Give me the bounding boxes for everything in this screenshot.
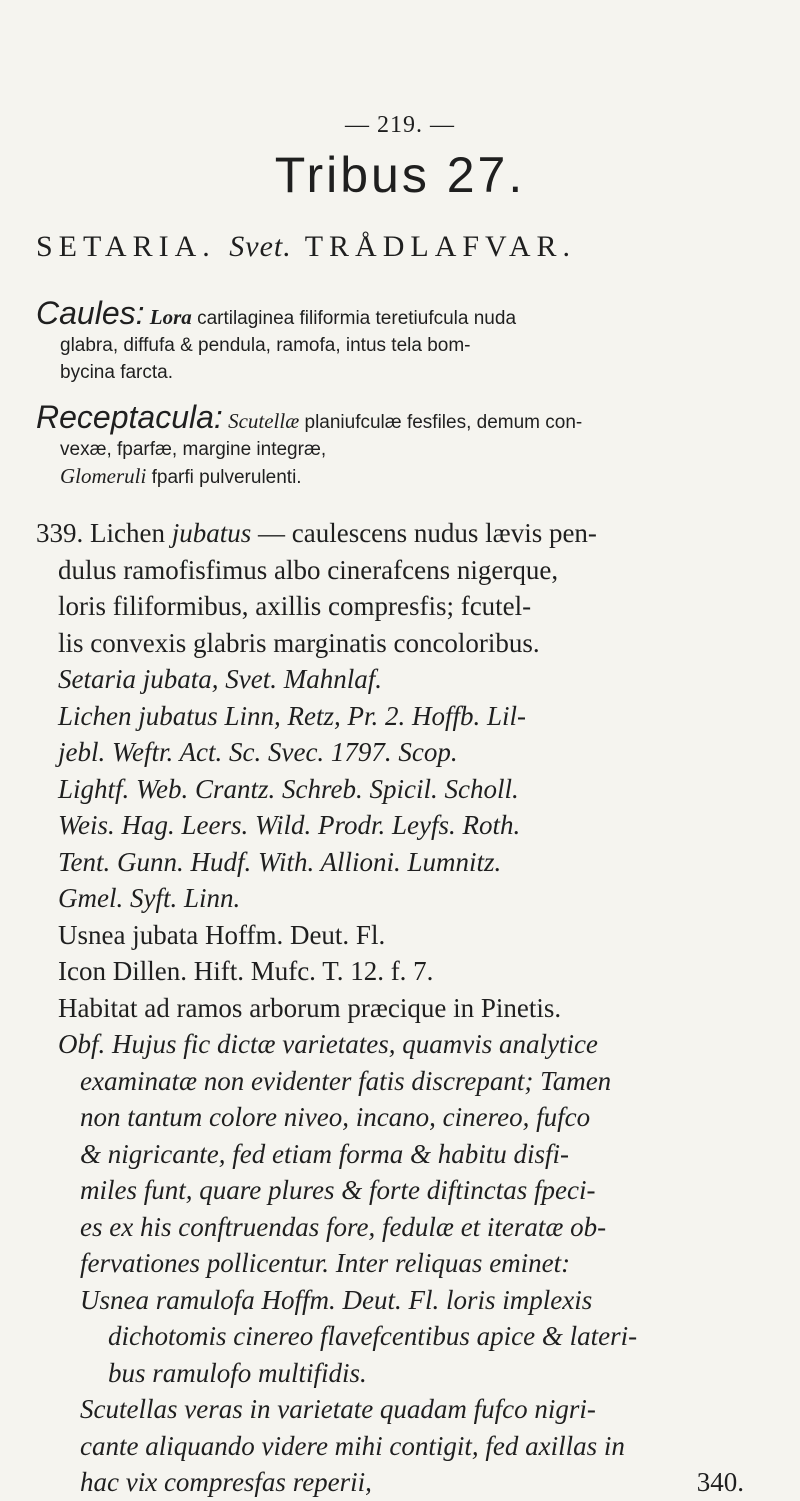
- observation-line: miles funt, quare plures & forte diftinctas fpeci-: [80, 1175, 596, 1205]
- observation-line: bus ramulofo multifidis.: [108, 1357, 367, 1388]
- receptacula-term-1: Scutellæ: [228, 409, 300, 433]
- species-number-name: 339. Lichen: [36, 518, 172, 548]
- caules-line-1: cartilaginea filiformia teretiufcula nuda: [197, 308, 517, 329]
- receptacula-section: [36, 399, 762, 491]
- caules-label: Caules:: [36, 295, 145, 331]
- species-diagnosis-start: — caulescens nudus lævis pen-: [251, 518, 597, 548]
- observation-line: fervationes pollicentur. Inter reliquas eminet:: [80, 1248, 571, 1278]
- swedish-prefix: Svet.: [229, 230, 292, 263]
- caules-line-2: glabra, diffufa & pendula, ramofa, intus tela bom-: [60, 335, 471, 356]
- synonym-line: Tent. Gunn. Hudf. With. Allioni. Lumnitz.: [58, 846, 502, 877]
- observation-line: Obf. Hujus fic dictæ varietates, quamvis analytice: [58, 1029, 598, 1059]
- receptacula-line-2: vexæ, fparfæ, margine integræ,: [60, 439, 327, 460]
- page-number: — 219. —: [345, 112, 455, 138]
- genus-heading: [36, 230, 780, 264]
- synonym-line: Lightf. Web. Crantz. Schreb. Spicil. Scholl.: [58, 773, 519, 804]
- observation-line: examinatæ non evidenter fatis discrepant; Tamen: [80, 1065, 612, 1096]
- receptacula-term-2: Glomeruli: [60, 464, 147, 488]
- tribus-heading: Tribus 27.: [274, 147, 526, 203]
- receptacula-label: Receptacula:: [36, 399, 223, 435]
- synonym-line: Weis. Hag. Leers. Wild. Prodr. Leyfs. Roth.: [58, 810, 521, 840]
- catchword: 340.: [696, 1467, 744, 1497]
- species-entry: [36, 515, 762, 1501]
- caules-line-3: bycina farcta.: [60, 362, 173, 383]
- synonym-line: Lichen jubatus Linn, Retz, Pr. 2. Hoffb. Lil-: [58, 700, 527, 731]
- observation-line: dichotomis cinereo flavefcentibus apice & lateri-: [108, 1321, 638, 1351]
- observation-line: Scutellas veras in varietate quadam fufco nigri-: [80, 1394, 596, 1424]
- species-line-4: lis convexis glabris marginatis concoloribus.: [58, 627, 540, 658]
- receptacula-line-3: fparfi pulverulenti.: [151, 467, 302, 488]
- receptacula-line-1: planiufculæ fesfiles, demum con-: [304, 412, 583, 433]
- species-line-1: [36, 515, 762, 552]
- habitat-line: Habitat ad ramos arborum præcique in Pinetis.: [58, 992, 562, 1023]
- caules-section: [36, 295, 762, 386]
- synonym-line: Gmel. Syft. Linn.: [58, 883, 241, 913]
- observation-line: cante aliquando videre mihi contigit, fed axillas in: [80, 1430, 625, 1461]
- swedish-name: TRÅDLAFVAR.: [304, 230, 577, 263]
- observation-line: & nigricante, fed etiam forma & habitu disfi-: [80, 1138, 569, 1169]
- icon-reference: Icon Dillen. Hift. Mufc. T. 12. f. 7.: [58, 956, 434, 986]
- caules-term: Lora: [149, 305, 192, 329]
- synonym-line: jebl. Weftr. Act. Sc. Svec. 1797. Scop.: [58, 737, 458, 767]
- observation-last-line: [36, 1464, 762, 1501]
- species-line-3: loris filiformibus, axillis compresfis; fcutel-: [58, 591, 532, 621]
- observation-line: Usnea ramulofa Hoffm. Deut. Fl. loris implexis: [80, 1284, 593, 1315]
- genus-name: SETARIA.: [36, 230, 216, 263]
- observation-line: hac vix compresfas reperii,: [80, 1467, 372, 1497]
- observation-line: non tantum colore niveo, incano, cinereo, fufco: [80, 1102, 591, 1132]
- species-epithet: jubatus: [171, 518, 252, 548]
- synonym-line: Usnea jubata Hoffm. Deut. Fl.: [58, 919, 386, 950]
- synonym-line: Setaria jubata, Svet. Mahnlaf.: [58, 664, 382, 694]
- observation-line: es ex his conftruendas fore, fedulæ et iteratæ ob-: [80, 1211, 607, 1242]
- species-line-2: dulus ramofisfimus albo cinerafcens nigerque,: [58, 554, 559, 585]
